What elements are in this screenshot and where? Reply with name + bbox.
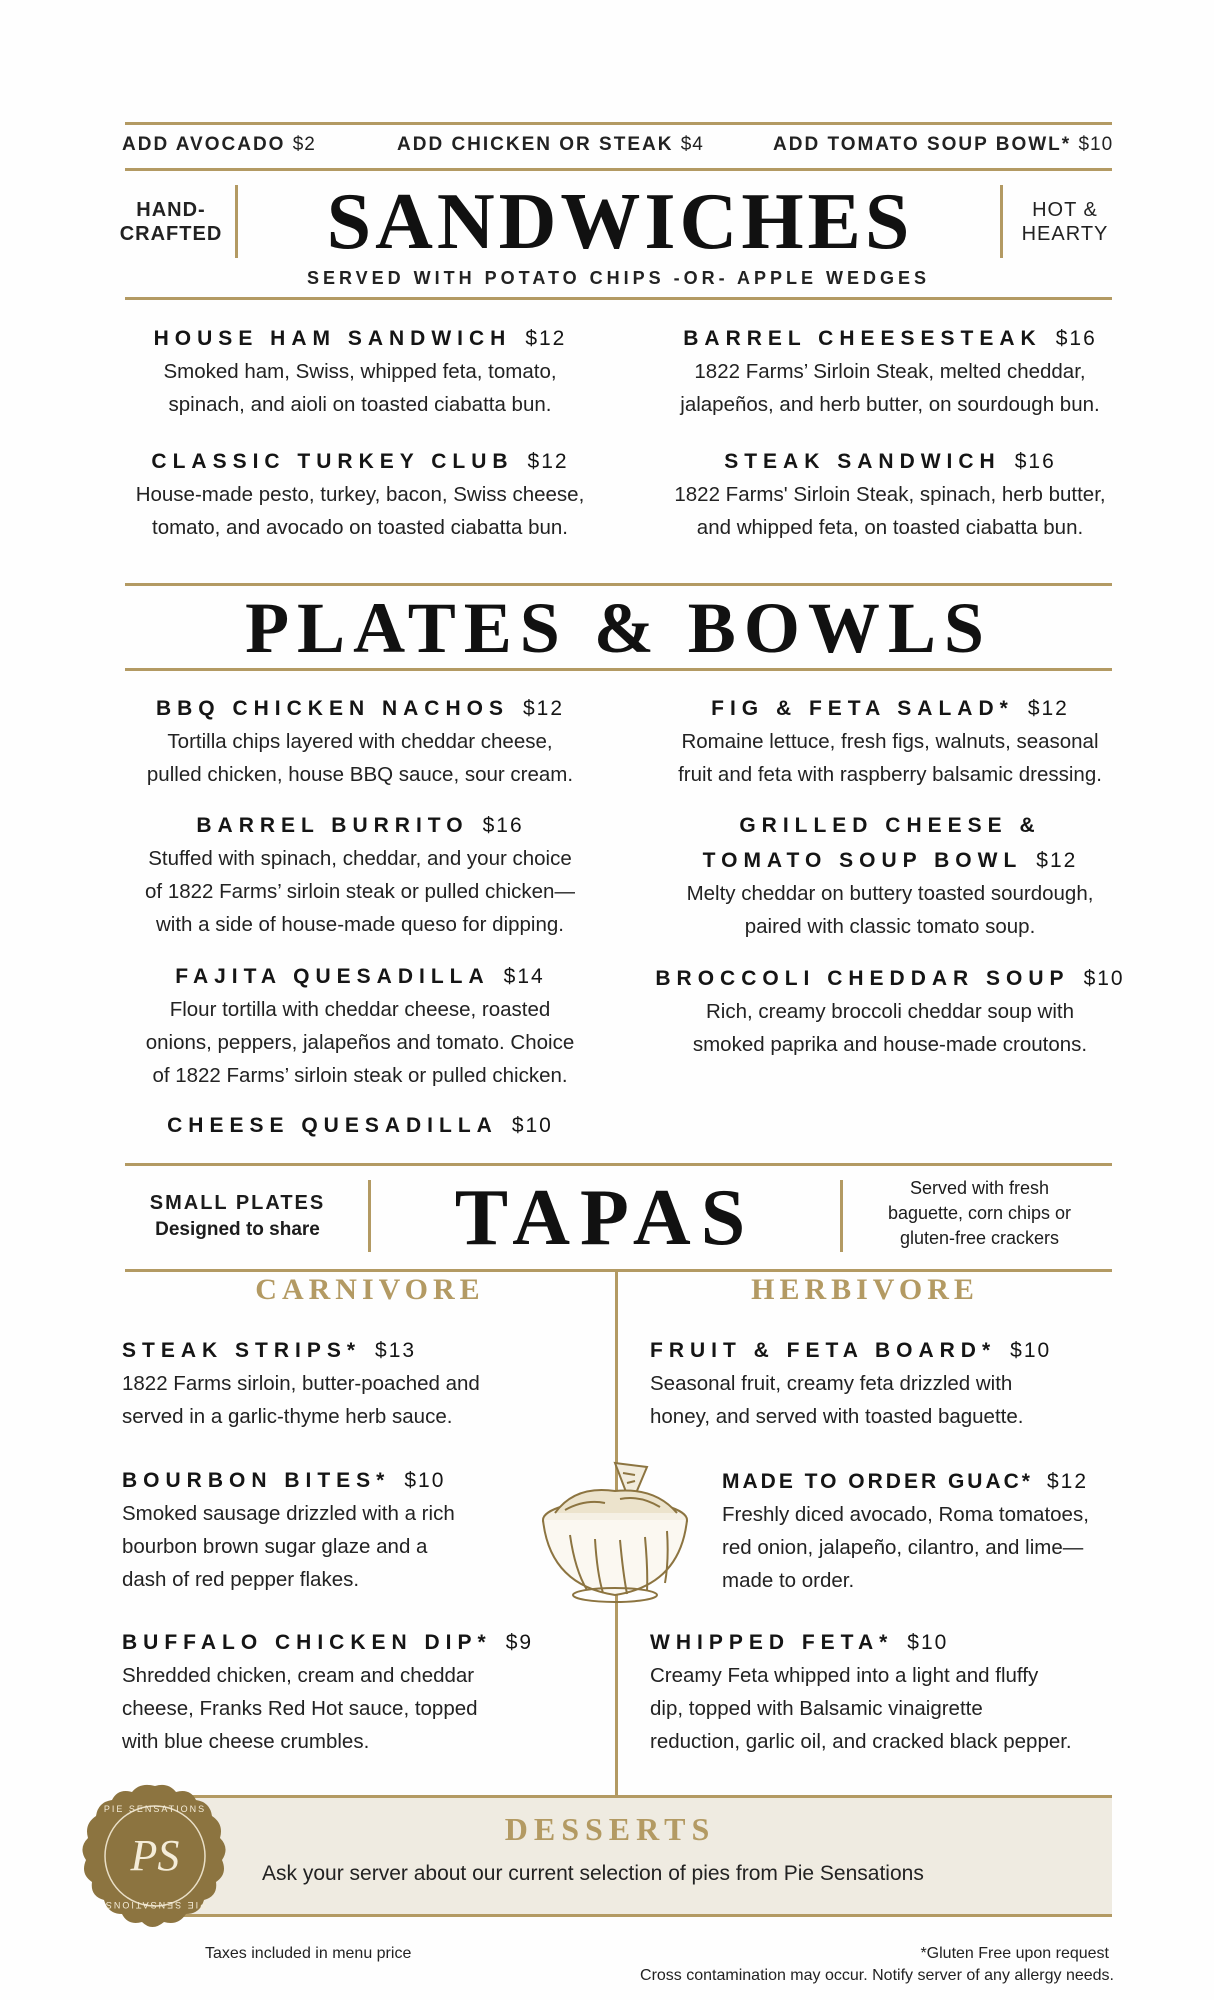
item-price: $12 bbox=[1046, 1470, 1089, 1493]
tapas-title: TAPAS bbox=[454, 1174, 756, 1262]
menu-item bbox=[122, 1339, 602, 1433]
sandwiches-subtitle: SERVED WITH POTATO CHIPS -OR- APPLE WEDGES bbox=[306, 268, 931, 288]
item-name: TOMATO SOUP BOWL $12 bbox=[702, 849, 1078, 872]
desserts-title: DESSERTS bbox=[504, 1811, 716, 1847]
item-price: $16 bbox=[482, 814, 524, 837]
item-description: Flour tortilla with cheddar cheese, roasted onions, peppers, jalapeños and tomato. Choice of 1822 Farms’ sirloin steak or pulled chicken. bbox=[145, 998, 575, 1087]
plates-rule-bottom bbox=[125, 668, 1112, 671]
item-name: MADE TO ORDER GUAC* $12 bbox=[722, 1470, 1089, 1493]
tapas-divider-right bbox=[840, 1180, 843, 1252]
item-description: Creamy Feta whipped into a light and fluffy dip, topped with Balsamic vinaigrette reduction, garlic oil, and cracked black pepper. bbox=[650, 1664, 1072, 1753]
guacamole-bowl-icon bbox=[535, 1455, 705, 1605]
menu-item bbox=[640, 450, 1140, 544]
item-name: GRILLED CHEESE & bbox=[739, 814, 1041, 837]
item-description: House-made pesto, turkey, bacon, Swiss cheese, tomato, and avocado on toasted ciabatta bun. bbox=[135, 483, 585, 539]
sandwiches-right-label: HOT & HEARTY bbox=[1021, 199, 1109, 245]
addon-avocado: ADD AVOCADO $2 bbox=[122, 134, 316, 155]
item-description: Smoked sausage drizzled with a rich bourbon brown sugar glaze and a dash of red pepper flakes. bbox=[122, 1502, 455, 1591]
top-rule bbox=[125, 122, 1112, 125]
item-description: 1822 Farms' Sirloin Steak, spinach, herb butter, and whipped feta, on toasted ciabatta bun. bbox=[674, 483, 1106, 539]
item-name: FIG & FETA SALAD* $12 bbox=[711, 697, 1069, 720]
menu-item bbox=[110, 814, 610, 941]
item-description: Melty cheddar on buttery toasted sourdough, paired with classic tomato soup. bbox=[686, 882, 1094, 938]
item-price: $12 bbox=[1027, 697, 1069, 720]
footer-allergy-note: *Gluten Free upon request Cross contamination may occur. Notify server of any allergy needs. bbox=[640, 1945, 1114, 1984]
tapas-right-label: Served with fresh baguette, corn chips or gluten-free crackers bbox=[887, 1178, 1072, 1248]
pie-sensations-logo bbox=[80, 1782, 230, 1932]
menu-item bbox=[640, 327, 1140, 421]
item-name: BUFFALO CHICKEN DIP* $9 bbox=[122, 1631, 534, 1654]
item-price: $10 bbox=[404, 1469, 446, 1492]
desserts-text: Ask your server about our current selection of pies from Pie Sensations bbox=[262, 1862, 924, 1885]
menu-item bbox=[650, 1631, 1120, 1758]
plates-title: PLATES & BOWLS bbox=[245, 588, 992, 668]
addon-rule bbox=[125, 168, 1112, 171]
menu-item bbox=[122, 1631, 602, 1758]
menu-item bbox=[110, 327, 610, 421]
item-name: BBQ CHICKEN NACHOS $12 bbox=[155, 697, 565, 720]
item-description: Smoked ham, Swiss, whipped feta, tomato, spinach, and aioli on toasted ciabatta bun. bbox=[163, 360, 557, 416]
svg-text:PIE SENSATIONS: PIE SENSATIONS bbox=[103, 1900, 207, 1910]
footer-taxes-note: Taxes included in menu price bbox=[205, 1945, 412, 1962]
item-price: $10 bbox=[511, 1114, 553, 1137]
menu-item bbox=[625, 697, 1155, 791]
item-name: FAJITA QUESADILLA $14 bbox=[175, 965, 545, 988]
item-name: CLASSIC TURKEY CLUB $12 bbox=[151, 450, 569, 473]
addon-tomato-soup: ADD TOMATO SOUP BOWL* $10 bbox=[773, 134, 1114, 155]
plates-rule-top bbox=[125, 583, 1112, 586]
item-name: BOURBON BITES* $10 bbox=[122, 1469, 446, 1492]
item-description: Rich, creamy broccoli cheddar soup with smoked paprika and house-made croutons. bbox=[692, 1000, 1088, 1056]
item-price: $12 bbox=[1036, 849, 1078, 872]
item-price: $10 bbox=[1083, 967, 1125, 990]
item-description: Seasonal fruit, creamy feta drizzled with honey, and served with toasted baguette. bbox=[650, 1372, 1024, 1428]
menu-item bbox=[650, 1339, 1120, 1433]
sandwiches-left-label: HAND- CRAFTED bbox=[119, 199, 223, 245]
item-description: Shredded chicken, cream and cheddar cheese, Franks Red Hot sauce, topped with blue cheese crumbles. bbox=[122, 1664, 478, 1753]
item-description: Freshly diced avocado, Roma tomatoes, red onion, jalapeño, cilantro, and lime— made to order. bbox=[722, 1503, 1089, 1592]
item-name: FRUIT & FETA BOARD* $10 bbox=[650, 1339, 1052, 1362]
menu-item bbox=[110, 965, 610, 1092]
item-description: Romaine lettuce, fresh figs, walnuts, seasonal fruit and feta with raspberry balsamic dressing. bbox=[678, 730, 1102, 786]
item-price: $12 bbox=[527, 450, 569, 473]
item-price: $16 bbox=[1055, 327, 1097, 350]
item-name: STEAK STRIPS* $13 bbox=[122, 1339, 417, 1362]
sandwiches-title: SANDWICHES bbox=[326, 178, 914, 266]
tapas-rule-bottom bbox=[125, 1269, 1112, 1272]
item-name: HOUSE HAM SANDWICH $12 bbox=[153, 327, 567, 350]
carnivore-heading: CARNIVORE bbox=[255, 1273, 485, 1306]
herbivore-heading: HERBIVORE bbox=[751, 1273, 979, 1306]
item-name: STEAK SANDWICH $16 bbox=[724, 450, 1056, 473]
item-price: $9 bbox=[505, 1631, 534, 1654]
logo-ring-text: PIE SENSATIONS bbox=[103, 1804, 207, 1814]
item-price: $16 bbox=[1014, 450, 1056, 473]
item-name: BARREL CHEESESTEAK $16 bbox=[683, 327, 1097, 350]
menu-item bbox=[625, 814, 1155, 943]
item-description: 1822 Farms sirloin, butter-poached and served in a garlic-thyme herb sauce. bbox=[122, 1372, 480, 1428]
tapas-left-label: SMALL PLATES Designed to share bbox=[149, 1192, 326, 1240]
menu-item bbox=[722, 1470, 1122, 1597]
item-name: BARREL BURRITO $16 bbox=[196, 814, 524, 837]
tapas-divider-left bbox=[368, 1180, 371, 1252]
menu-item bbox=[122, 1469, 542, 1596]
sandwiches-rule bbox=[125, 297, 1112, 300]
menu-item bbox=[110, 1114, 610, 1138]
item-price: $14 bbox=[503, 965, 545, 988]
item-description: Stuffed with spinach, cheddar, and your choice of 1822 Farms’ sirloin steak or pulled chicken— with a side of house-made queso for dipping. bbox=[145, 847, 575, 936]
item-description: 1822 Farms’ Sirloin Steak, melted cheddar, jalapeños, and herb butter, on sourdough bun. bbox=[680, 360, 1100, 416]
item-price: $12 bbox=[522, 697, 565, 720]
item-price: $10 bbox=[1010, 1339, 1052, 1362]
menu-item bbox=[110, 450, 610, 544]
menu-item bbox=[625, 967, 1155, 1061]
item-price: $12 bbox=[525, 327, 567, 350]
logo-monogram: PS bbox=[130, 1831, 180, 1880]
item-name: WHIPPED FETA* $10 bbox=[650, 1631, 949, 1654]
sandwiches-divider-right bbox=[1000, 185, 1003, 258]
item-description: Tortilla chips layered with cheddar cheese, pulled chicken, house BBQ sauce, sour cream. bbox=[146, 730, 574, 786]
addon-chicken-steak: ADD CHICKEN OR STEAK $4 bbox=[397, 134, 704, 155]
item-name: BROCCOLI CHEDDAR SOUP $10 bbox=[655, 967, 1125, 990]
item-price: $10 bbox=[907, 1631, 949, 1654]
item-name: CHEESE QUESADILLA $10 bbox=[167, 1114, 553, 1137]
item-price: $13 bbox=[375, 1339, 417, 1362]
sandwiches-divider-left bbox=[235, 185, 238, 258]
menu-item bbox=[110, 697, 610, 791]
tapas-rule-top bbox=[125, 1163, 1112, 1166]
